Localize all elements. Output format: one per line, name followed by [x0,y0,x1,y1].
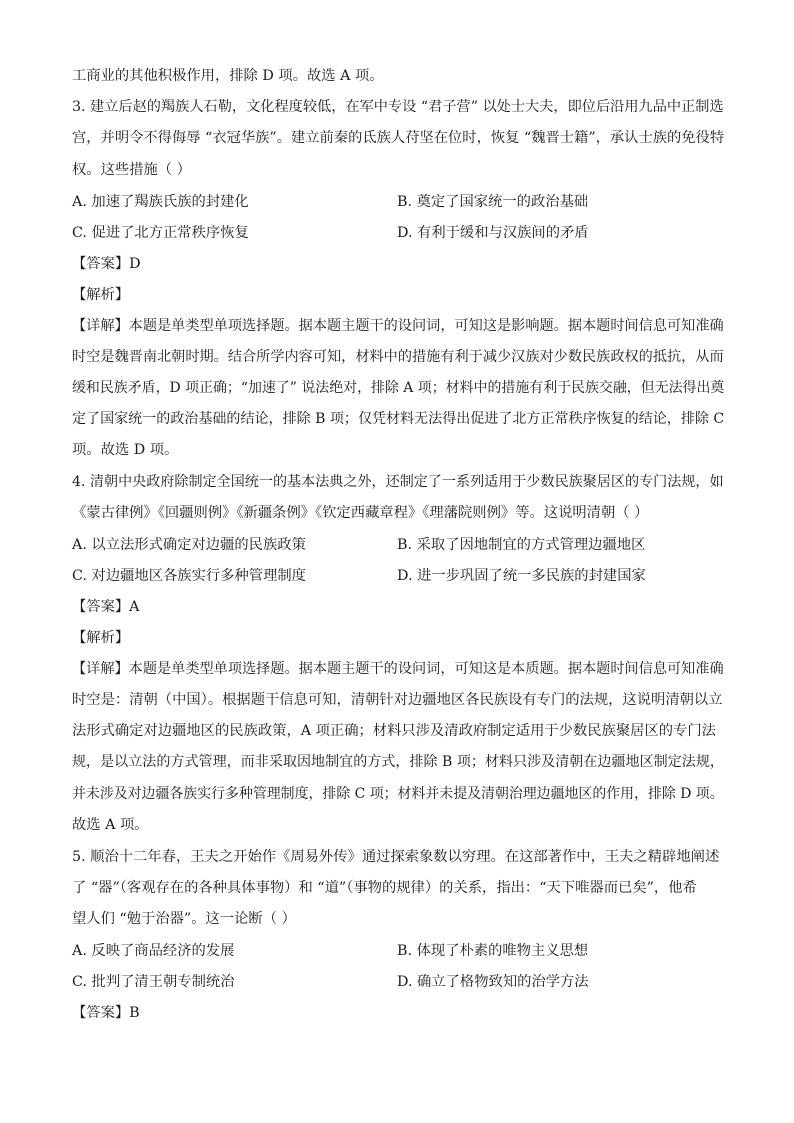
q4-option-b: B. 采取了因地制宜的方式管理边疆地区 [397,537,646,553]
q4-detail-line-5: 并未涉及对边疆各族实行多种管理制度，排除 C 项；材料并未提及清朝治理边疆地区的作用，排除 D 项。 [72,786,724,802]
q5-option-b: B. 体现了朴素的唯物主义思想 [397,943,589,959]
q4-detail-line-3: 法形式确定对边疆地区的民族政策，A 项正确；材料只涉及清政府制定适用于少数民族聚居区的专门法 [72,723,716,739]
q4-answer: 【答案】A [72,599,140,615]
q5-option-a: A. 反映了商品经济的发展 [72,943,235,959]
q3-stem-line-1: 3. 建立后赵的羯族人石勒，文化程度较低，在军中专设 “君子营” 以处士大夫，即位后沿用九品中正制选 [72,99,724,115]
q4-detail-line-2: 时空是：清朝（中国）。根据题干信息可知，清朝针对边疆地区各民族设有专门的法规，这说明清朝以立 [72,692,723,708]
q4-detail-line-1: 【详解】本题是单类型单项选择题。据本题主题干的设问词，可知这是本质题。据本题时间信息可知准确 [72,661,724,677]
q3-detail-line-3: 缓和民族矛盾，D 项正确；“加速了” 说法绝对，排除 A 项；材料中的措施有利于民族交融，但无法得出奠 [72,380,725,396]
q5-stem-line-3: 望人们 “勉于治器”。这一论断（ ） [72,911,296,927]
q4-detail-line-4: 规，是以立法的方式管理，而非采取因地制宜的方式，排除 B 项；材料只涉及清朝在边疆地区制定法规， [72,754,724,770]
q3-option-c: C. 促进了北方正常秩序恢复 [72,225,249,241]
q3-detail-line-2: 时空是魏晋南北朝时期。结合所学内容可知，材料中的措施有利于减少汉族对少数民族政权的抵抗，从而 [72,349,724,365]
q3-option-a: A. 加速了羯族氏族的封建化 [72,194,249,210]
q3-detail-line-5: 项。故选 D 项。 [72,442,179,458]
q3-detail-line-1: 【详解】本题是单类型单项选择题。据本题主题干的设问词，可知这是影响题。据本题时间信息可知准确 [72,318,724,334]
q3-option-d: D. 有利于缓和与汉族间的矛盾 [397,225,589,241]
q4-option-c: C. 对边疆地区各族实行多种管理制度 [72,568,306,584]
q3-stem-line-2: 宫，并明令不得侮辱 “衣冠华族”。建立前秦的氐族人苻坚在位时，恢复 “魏晋士籍”，承认士族的免役特 [72,130,725,146]
q4-option-d: D. 进一步巩固了统一多民族的封建国家 [397,568,646,584]
q4-detail-line-6: 故选 A 项。 [72,817,149,833]
q5-option-c: C. 批判了清王朝专制统治 [72,974,235,990]
q5-stem-line-1: 5. 顺治十二年春，王夫之开始作《周易外传》通过探索象数以穷理。在这部著作中，王夫之精辟地阐述 [72,849,720,865]
q3-option-b: B. 奠定了国家统一的政治基础 [397,194,589,210]
intro-line: 工商业的其他积极作用，排除 D 项。故选 A 项。 [72,68,384,84]
q5-answer: 【答案】B [72,1005,140,1021]
q3-stem-line-3: 权。这些措施（ ） [72,162,191,178]
q5-option-d: D. 确立了格物致知的治学方法 [397,974,589,990]
q3-detail-line-4: 定了国家统一的政治基础的结论，排除 B 项；仅凭材料无法得出促进了北方正常秩序恢复的结论，排除 C [72,411,725,427]
q4-option-a: A. 以立法形式确定对边疆的民族政策 [72,537,306,553]
q4-analysis-heading: 【解析】 [72,630,130,646]
q4-stem-line-1: 4. 清朝中央政府除制定全国统一的基本法典之外，还制定了一系列适用于少数民族聚居区的专门法规，如 [72,474,724,490]
q5-stem-line-2: 了 “器”（客观存在的各种具体事物）和 “道”（事物的规律）的关系，指出：“天下唯器而已矣”，他希 [72,880,697,896]
q3-analysis-heading: 【解析】 [72,287,130,303]
q4-stem-line-2: 《蒙古律例》《回疆则例》《新疆条例》《钦定西藏章程》《理藩院则例》等。这说明清朝（ ） [72,505,649,521]
q3-answer: 【答案】D [72,256,141,272]
